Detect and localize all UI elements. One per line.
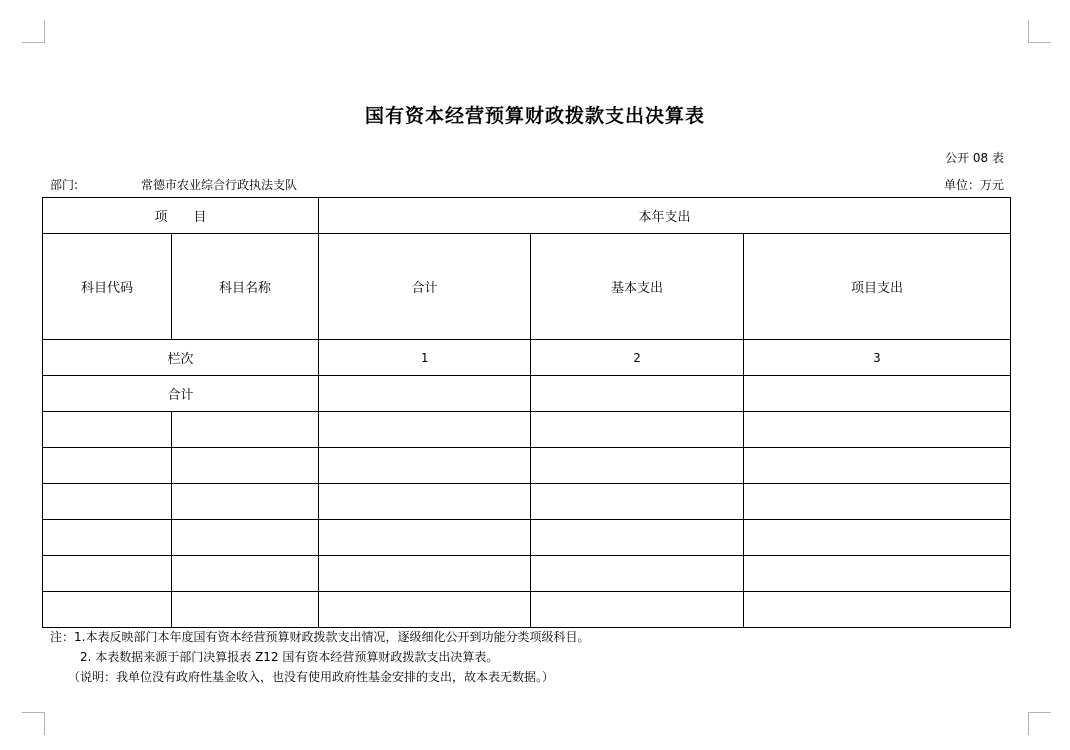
cell-code [43,412,172,448]
total-row-total [319,376,531,412]
cell-project [744,448,1011,484]
page-title: 国有资本经营预算财政拨款支出决算表 [364,105,705,127]
column-index-basic: 2 [531,340,744,376]
table-row [43,412,1011,448]
table-row [43,556,1011,592]
cell-project [744,520,1011,556]
table-row [43,520,1011,556]
cell-name [172,592,319,628]
expenditure-table [42,197,1011,628]
table-row [43,592,1011,628]
cell-basic [531,520,744,556]
column-header-code: 科目代码 [43,234,172,340]
cell-code [43,520,172,556]
cell-total [319,484,531,520]
column-header-basic: 基本支出 [531,234,744,340]
note-line-1: 注：1.本表反映部门本年度国有资本经营预算财政拨款支出情况，逐级细化公开到功能分类项级科目。 [50,630,590,644]
cell-project [744,412,1011,448]
cell-project [744,484,1011,520]
cell-total [319,556,531,592]
column-index-project: 3 [744,340,1011,376]
column-header-project: 项目支出 [744,234,1011,340]
total-row [43,376,1011,412]
total-row-project [744,376,1011,412]
cell-code [43,448,172,484]
cell-basic [531,592,744,628]
page-corner-mark [22,712,45,735]
cell-code [43,484,172,520]
cell-basic [531,412,744,448]
total-row-label: 合计 [43,376,319,412]
cell-code [43,556,172,592]
cell-basic [531,448,744,484]
column-header-name: 科目名称 [172,234,319,340]
table-row [43,448,1011,484]
column-header-total: 合计 [319,234,531,340]
cell-basic [531,556,744,592]
note-line-2: 2. 本表数据来源于部门决算报表 Z12 国有资本经营预算财政拨款支出决算表。 [80,650,499,664]
page-corner-mark [1028,20,1051,43]
cell-total [319,412,531,448]
column-index-total: 1 [319,340,531,376]
cell-name [172,484,319,520]
column-index-row [43,340,1011,376]
cell-basic [531,484,744,520]
header-current-year-expenditure: 本年支出 [319,198,1011,234]
cell-name [172,520,319,556]
form-number: 公开 08 表 [945,151,1004,165]
department-label: 部门: [50,178,79,192]
cell-project [744,556,1011,592]
table-notes [50,627,589,687]
cell-project [744,592,1011,628]
cell-name [172,412,319,448]
cell-total [319,448,531,484]
cell-name [172,556,319,592]
page-corner-mark [22,20,45,43]
cell-name [172,448,319,484]
unit-label: 单位：万元 [943,178,1004,192]
table-subheader-row [43,234,1011,340]
column-index-label: 栏次 [43,340,319,376]
table-row [43,484,1011,520]
page-corner-mark [1028,712,1051,735]
department-name: 常德市农业综合行政执法支队 [141,178,298,192]
total-row-basic [531,376,744,412]
header-item: 项 目 [43,198,319,234]
cell-total [319,592,531,628]
cell-total [319,520,531,556]
note-line-3: （说明：我单位没有政府性基金收入，也没有使用政府性基金安排的支出，故本表无数据。） [68,670,555,684]
cell-code [43,592,172,628]
table-header-row [43,198,1011,234]
